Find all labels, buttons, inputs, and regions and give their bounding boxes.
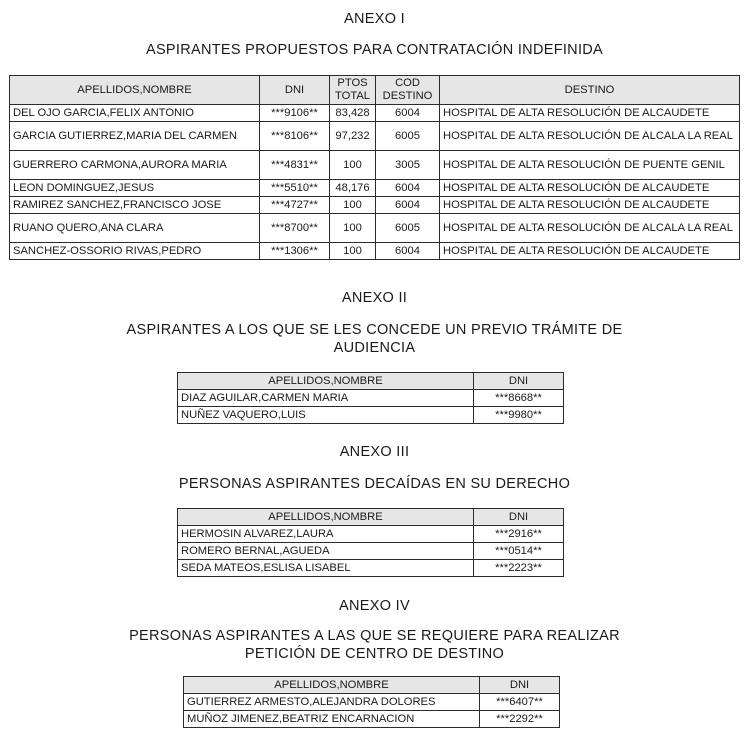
table-row [10,243,740,260]
cell-dni: ***8700** [260,214,330,243]
cell-destino: HOSPITAL DE ALTA RESOLUCIÓN DE ALCALA LA REAL [440,122,740,151]
header-ptos-total: PTOS TOTAL [330,76,376,105]
cell-nombre: HERMOSIN ALVAREZ,LAURA [178,526,474,543]
cell-nombre: RAMIREZ SANCHEZ,FRANCISCO JOSE [10,197,260,214]
cell-dni: ***2223** [474,560,564,577]
cell-dni: ***9980** [474,407,564,424]
cell-cod: 6004 [376,105,440,122]
table-row [178,390,564,407]
header-cod-destino: COD DESTINO [376,76,440,105]
cell-nombre: SANCHEZ-OSSORIO RIVAS,PEDRO [10,243,260,260]
table-row [178,543,564,560]
cell-dni: ***2292** [480,711,560,728]
table-row [178,526,564,543]
cell-nombre: GUERRERO CARMONA,AURORA MARIA [10,151,260,180]
anexo3-subtitle: PERSONAS ASPIRANTES DECAÍDAS EN SU DERECHO [178,476,571,492]
cell-destino: HOSPITAL DE ALTA RESOLUCIÓN DE PUENTE GENIL [440,151,740,180]
cell-nombre: DEL OJO GARCIA,FELIX ANTONIO [10,105,260,122]
anexo2-subtitle-line1: ASPIRANTES A LOS QUE SE LES CONCEDE UN PREVIO TRÁMITE DE [126,322,623,338]
cell-cod: 6004 [376,197,440,214]
cell-dni: ***2916** [474,526,564,543]
anexo3-table [177,508,564,577]
cell-ptos: 83,428 [330,105,376,122]
cell-nombre: GUTIERREZ ARMESTO,ALEJANDRA DOLORES [184,694,480,711]
cell-dni: ***8106** [260,122,330,151]
cell-nombre: GARCIA GUTIERREZ,MARIA DEL CARMEN [10,122,260,151]
cell-nombre: LEON DOMINGUEZ,JESUS [10,180,260,197]
cell-cod: 6005 [376,214,440,243]
cell-cod: 6005 [376,122,440,151]
table-row [184,694,560,711]
cell-nombre: NUÑEZ VAQUERO,LUIS [178,407,474,424]
header-destino: DESTINO [440,76,740,105]
table-row [10,122,740,151]
cell-nombre: RUANO QUERO,ANA CLARA [10,214,260,243]
cell-dni: ***9106** [260,105,330,122]
table-row [10,214,740,243]
table-row [10,197,740,214]
cell-destino: HOSPITAL DE ALTA RESOLUCIÓN DE ALCAUDETE [440,197,740,214]
cell-cod: 6004 [376,180,440,197]
anexo4-subtitle-line1: PERSONAS ASPIRANTES A LAS QUE SE REQUIERE PARA REALIZAR [129,628,620,644]
cell-dni: ***8668** [474,390,564,407]
anexo1-title: ANEXO I [344,11,405,27]
cell-ptos: 48,176 [330,180,376,197]
cell-nombre: MUÑOZ JIMENEZ,BEATRIZ ENCARNACION [184,711,480,728]
anexo3-title: ANEXO III [339,444,410,460]
table-row [178,560,564,577]
header-nombre: APELLIDOS,NOMBRE [184,677,480,694]
cell-nombre: DIAZ AGUILAR,CARMEN MARIA [178,390,474,407]
cell-destino: HOSPITAL DE ALTA RESOLUCIÓN DE ALCAUDETE [440,180,740,197]
cell-destino: HOSPITAL DE ALTA RESOLUCIÓN DE ALCALA LA REAL [440,214,740,243]
table-header-row [184,677,560,694]
anexo2-subtitle-line2: AUDIENCIA [333,340,416,356]
anexo4-table [183,676,560,728]
header-nombre: APELLIDOS,NOMBRE [178,509,474,526]
cell-ptos: 97,232 [330,122,376,151]
anexo4-subtitle-line2: PETICIÓN DE CENTRO DE DESTINO [244,646,505,662]
table-header-row [178,509,564,526]
cell-dni: ***0514** [474,543,564,560]
cell-dni: ***6407** [480,694,560,711]
header-dni: DNI [260,76,330,105]
cell-ptos: 100 [330,214,376,243]
cell-ptos: 100 [330,243,376,260]
header-dni: DNI [474,373,564,390]
table-row [184,711,560,728]
table-row [178,407,564,424]
cell-nombre: SEDA MATEOS,ESLISA LISABEL [178,560,474,577]
cell-dni: ***4727** [260,197,330,214]
anexo2-table [177,372,564,424]
header-nombre: APELLIDOS,NOMBRE [10,76,260,105]
anexo1-subtitle: ASPIRANTES PROPUESTOS PARA CONTRATACIÓN INDEFINIDA [145,42,604,58]
cell-cod: 6004 [376,243,440,260]
cell-dni: ***5510** [260,180,330,197]
table-row [10,180,740,197]
cell-nombre: ROMERO BERNAL,AGUEDA [178,543,474,560]
table-row [10,151,740,180]
table-header-row [178,373,564,390]
anexo4-title: ANEXO IV [339,598,410,614]
cell-cod: 3005 [376,151,440,180]
header-dni: DNI [474,509,564,526]
cell-dni: ***4831** [260,151,330,180]
cell-destino: HOSPITAL DE ALTA RESOLUCIÓN DE ALCAUDETE [440,105,740,122]
cell-destino: HOSPITAL DE ALTA RESOLUCIÓN DE ALCAUDETE [440,243,740,260]
cell-ptos: 100 [330,197,376,214]
header-nombre: APELLIDOS,NOMBRE [178,373,474,390]
header-dni: DNI [480,677,560,694]
table-row [10,105,740,122]
anexo1-table [9,75,740,260]
anexo2-title: ANEXO II [341,290,408,306]
cell-ptos: 100 [330,151,376,180]
cell-dni: ***1306** [260,243,330,260]
table-header-row [10,76,740,105]
